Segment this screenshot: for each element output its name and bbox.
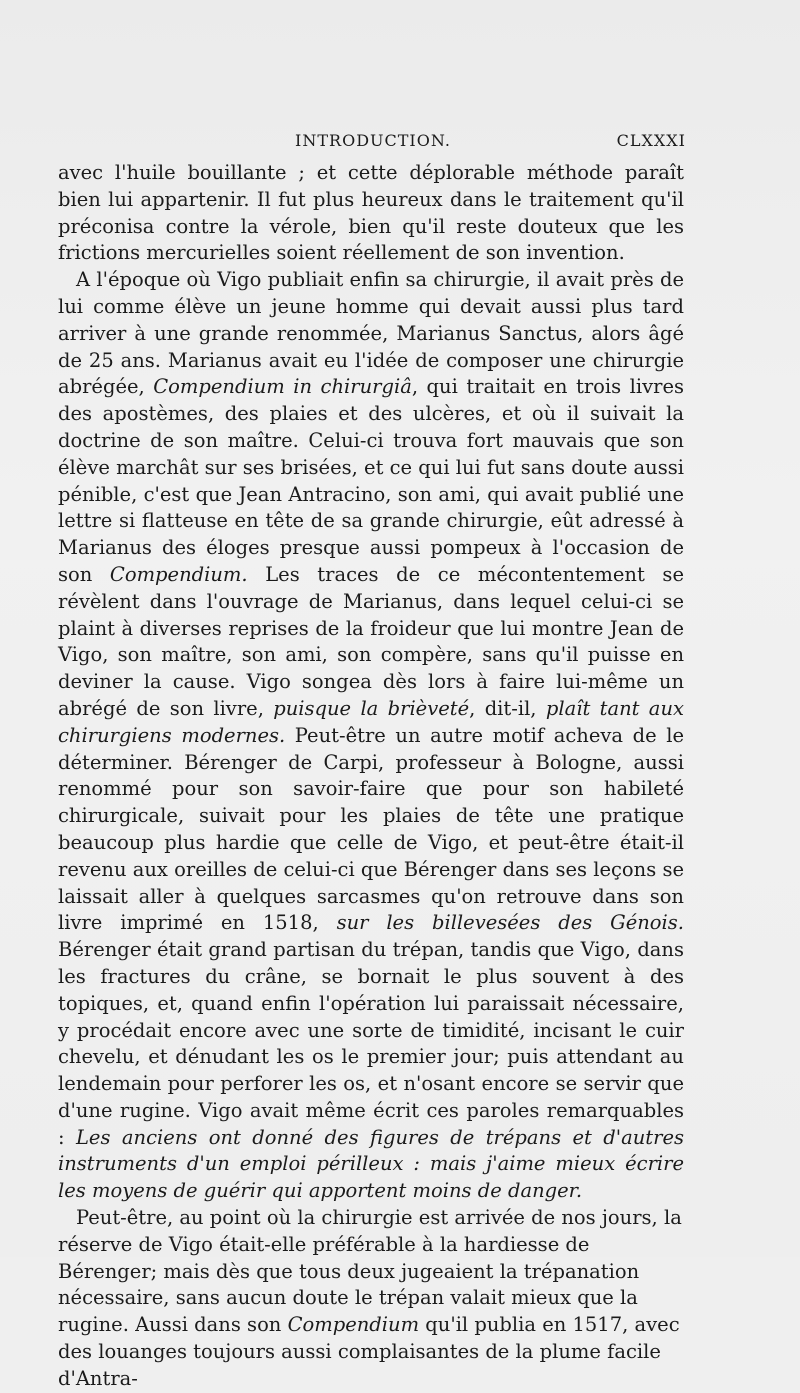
text-segment: A l'époque où Vigo publiait enfin sa chirurgie, il avait près de lui comme élève un jeune homme qui devait aussi plus tard arriver à une grande renommée, Marianus Sanctus, alors âgé de 25 ans. Marianus avait eu l'idée de composer une chirurgie abrégée, — [58, 268, 684, 399]
italic-quote: sur les billevesées des Génois. — [336, 911, 684, 935]
text-segment: , qui traitait en trois livres des apostèmes, des plaies et des ulcères, et où il suivait la doctrine de son maître. Celui-ci trouva fort mauvais que son élève marchât sur ses brisées, et ce qui lui fut sans doute aussi pénible, c'est que Jean Antracino, son ami, qui avait publié une lettre si flatteuse en tête de sa grande chirurgie, eût adressé à Marianus des éloges presque aussi pompeux à l'occasion de son — [58, 375, 684, 586]
italic-quote: Les anciens ont donné des figures de trépans et d'autres instruments d'un emploi périlleux : mais j'aime mieux écrire les moyens de guérir qui apportent moins de danger. — [58, 1125, 684, 1203]
running-title: INTRODUCTION. — [295, 131, 451, 150]
italic-quote: plaît tant aux chirurgiens modernes. — [58, 696, 684, 747]
paragraph-1 — [58, 160, 684, 267]
italic-title: Compendium — [287, 1313, 420, 1337]
text-segment: Peut-être, au point où la chirurgie est arrivée de nos jours, la réserve de Vigo était-elle préférable à la hardiesse de Bérenger; mais dès que tous deux jugeaient la trépanation nécessaire, sans aucun doute le trépan valait mieux que la rugine. Aussi dans son — [58, 1206, 682, 1337]
text-segment: , dit-il, — [469, 696, 546, 720]
text-segment: Bérenger était grand partisan du trépan, tandis que Vigo, dans les fractures du crâne, se bornait le plus souvent à des topiques, et, quand enfin l'opération lui paraissait nécessaire, y procédait encore avec une sorte de timidité, incisant le cuir chevelu, et dénudant les os le premier jour; puis attendant au lendemain pour perforer les os, et n'osant encore se servir que d'une rugine. Vigo avait même écrit ces paroles remarquables : — [58, 938, 684, 1149]
text-segment: Peut-être un autre motif acheva de le déterminer. Bérenger de Carpi, professeur à Bologne, aussi renommé pour son savoir-faire que pour son habileté chirurgicale, suivait pour les plaies de tête une pratique beaucoup plus hardie que celle de Vigo, et peut-être était-il revenu aux oreilles de celui-ci que Bérenger dans ses leçons se laissait aller à quelques sarcasmes qu'on retrouve dans son livre imprimé en 1518, — [58, 723, 684, 935]
page-number: CLXXXI — [616, 131, 686, 150]
body-text — [58, 160, 684, 1393]
italic-title: Compendium in chirurgiâ — [153, 375, 412, 399]
italic-quote: puisque la brièveté — [273, 696, 470, 720]
running-header — [60, 131, 686, 155]
paragraph-3 — [58, 1205, 684, 1393]
text-segment: Les traces de ce mécontentement se révèlent dans l'ouvrage de Marianus, dans lequel celui-ci se plaint à diverses reprises de la froideur que lui montre Jean de Vigo, son maître, son ami, son compère, sans qu'il puisse en deviner la cause. Vigo songea dès lors à faire lui-même un abrégé de son livre, — [58, 562, 684, 720]
paragraph-2 — [58, 267, 684, 1205]
italic-title: Compendium. — [109, 562, 248, 586]
text-segment: qu'il publia en 1517, avec des louanges toujours aussi complaisantes de la plume facile d'Antra- — [58, 1313, 680, 1390]
text-segment: avec l'huile bouillante ; et cette déplorable méthode paraît bien lui appartenir. Il fut plus heureux dans le traitement qu'il préconisa contre la vérole, bien qu'il reste douteux que les frictions mercurielles soient réellement de son invention. — [58, 161, 684, 265]
